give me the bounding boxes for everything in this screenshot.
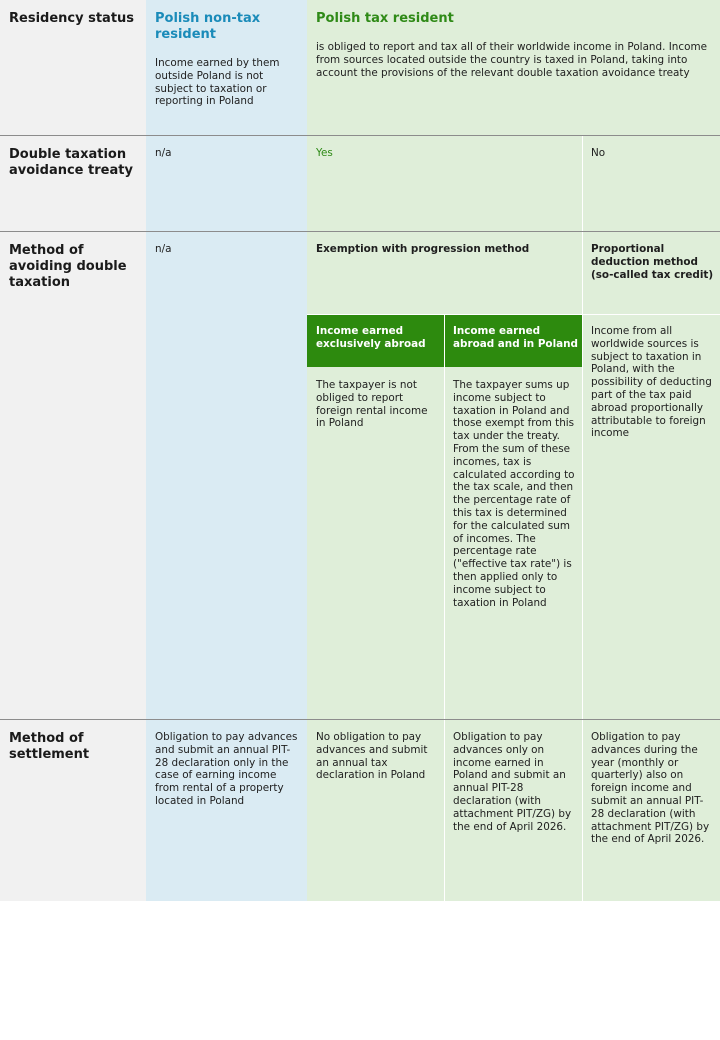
settlement-exclusive-text: No obligation to pay advances and submit an annual tax declaration in Poland bbox=[316, 731, 428, 782]
row-separator bbox=[0, 231, 720, 232]
treaty-no-value: No bbox=[591, 147, 606, 159]
abroad-and-poland-text: The taxpayer sums up income subject to taxation in Poland and those exempt from this tax under the treaty. From the sum of these incomes, tax is calculated according to the tax scale, and then the percentage rate of this tax is determined for the calculated sum of incomes. The percentage rate ("effective tax rate") is then applied only to income subject to taxation in Poland bbox=[453, 379, 575, 609]
nonresident-description: Income earned by them outside Poland is not subject to taxation or reporting in Poland bbox=[155, 57, 280, 108]
resident-cell bbox=[316, 11, 714, 79]
row-separator bbox=[0, 719, 720, 720]
row-separator bbox=[0, 135, 720, 136]
proportional-method-text: Income from all worldwide sources is subject to taxation in Poland, with the possibility of deducting part of the tax paid abroad proportionally attributable to foreign income bbox=[591, 325, 712, 440]
resident-description: is obliged to report and tax all of their worldwide income in Poland. Income from sources located outside the country is taxed in Poland, taking into account the provisions of the relevant double taxation avoidance treaty bbox=[316, 41, 707, 79]
divider-vertical bbox=[582, 136, 583, 901]
row-label-method: Method of avoiding double taxation bbox=[9, 243, 127, 290]
treaty-nonresident-value: n/a bbox=[155, 147, 172, 159]
divider-horizontal bbox=[307, 314, 720, 315]
proportional-method-title: Proportional deduction method (so-called tax credit) bbox=[591, 243, 714, 281]
resident-title: Polish tax resident bbox=[316, 11, 454, 26]
sub-header-both: Income earned abroad and in Poland bbox=[453, 325, 578, 350]
sub-header-exclusive: Income earned exclusively abroad bbox=[316, 325, 426, 350]
divider-vertical bbox=[444, 315, 445, 719]
settlement-nonresident-text: Obligation to pay advances and submit an annual PIT-28 declaration only in the case of earning income from rental of a property located in Poland bbox=[155, 731, 298, 807]
nonresident-title: Polish non-tax resident bbox=[155, 11, 261, 42]
exemption-method-title: Exemption with progression method bbox=[316, 243, 530, 255]
method-nonresident-value: n/a bbox=[155, 243, 172, 255]
settlement-both-text: Obligation to pay advances only on income earned in Poland and submit an annual PIT-28 declaration (with attachment PIT/ZG) by the end of April 2026. bbox=[453, 731, 572, 833]
treaty-yes-value: Yes bbox=[316, 147, 333, 159]
nonresident-cell bbox=[155, 11, 301, 108]
row-label-residency: Residency status bbox=[9, 11, 135, 26]
exclusive-abroad-text: The taxpayer is not obliged to report foreign rental income in Poland bbox=[316, 379, 428, 430]
row-label-treaty: Double taxation avoidance treaty bbox=[9, 147, 133, 178]
row-label-settlement: Method of settlement bbox=[9, 731, 90, 762]
settlement-proportional-text: Obligation to pay advances during the year (monthly or quarterly) also on foreign income and submit an annual PIT-28 declaration (with attachment PIT/ZG) by the end of April 2026. bbox=[591, 731, 710, 846]
divider-vertical bbox=[444, 720, 445, 901]
